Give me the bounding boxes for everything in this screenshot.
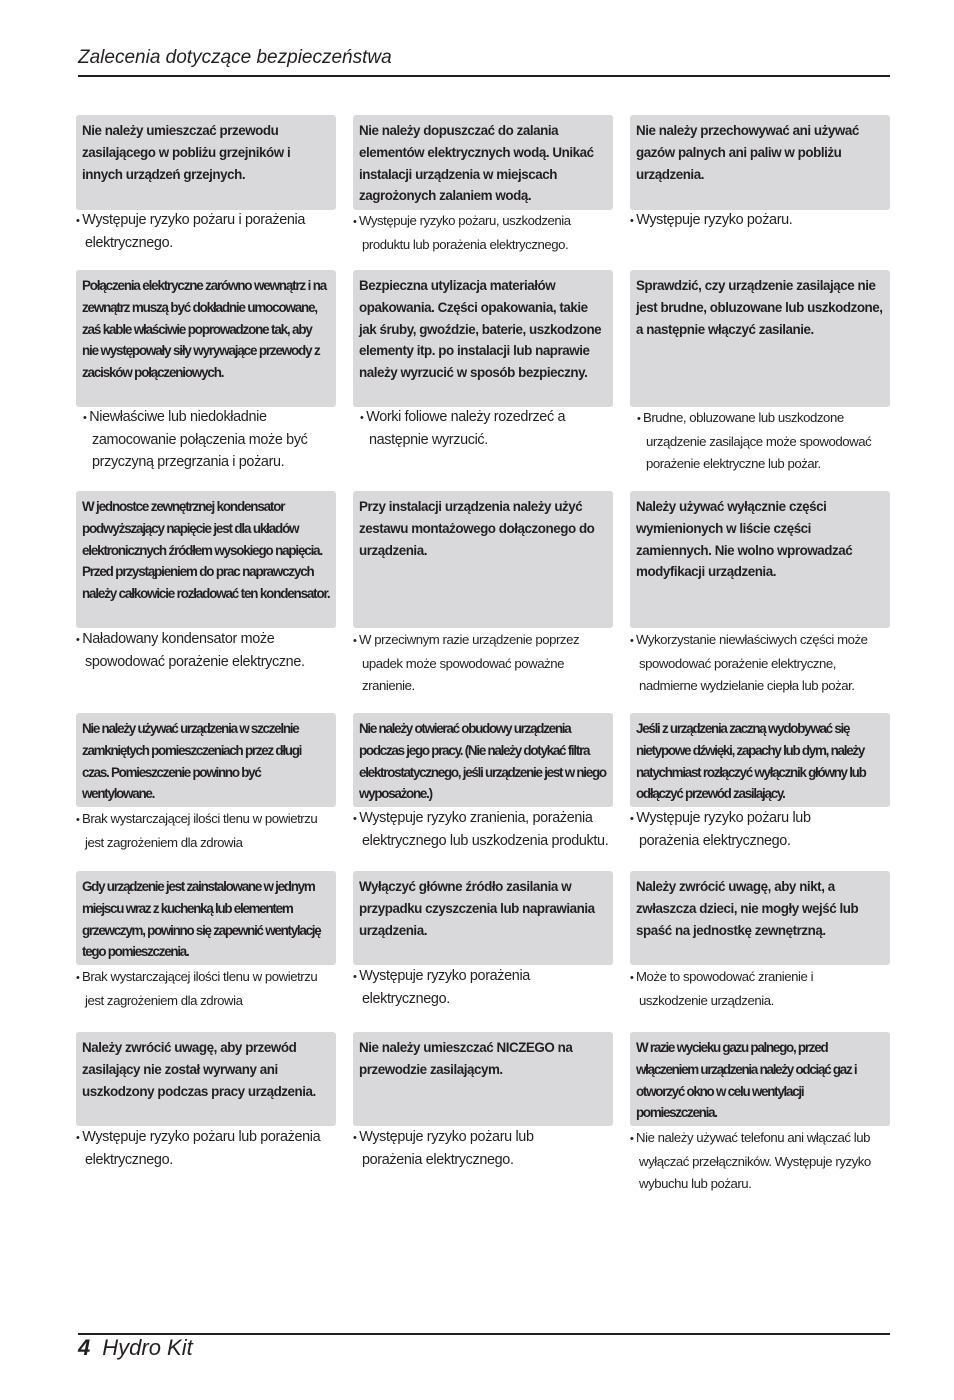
- page-footer: [78, 1335, 193, 1361]
- warning-box: [76, 115, 336, 210]
- warning-note: • Występuje ryzyko pożaru lub porażenia elektrycznego.: [76, 1127, 338, 1172]
- warning-text: Gdy urządzenie jest zainstalowane w jednym miejscu wraz z kuchenką lub elementem grzewczym, powinno się zapewnić wentylację tego pomieszczenia.: [82, 879, 321, 960]
- warning-text: Połączenia elektryczne zarówno wewnątrz i na zewnątrz muszą być dokładnie umocowane, zaś kable właściwie poprowadzone tak, aby nie występowały siły wyrywające przewody z zacisków połączeniowych.: [82, 278, 327, 381]
- warning-note: • Występuje ryzyko porażenia elektrycznego.: [353, 966, 553, 1011]
- warning-box: [630, 491, 890, 628]
- warning-text: Przy instalacji urządzenia należy użyć zestawu montażowego dołączonego do urządzenia.: [359, 499, 595, 558]
- warning-text: Nie należy dopuszczać do zalania elementów elektrycznych wodą. Unikać instalacji urządzenia w miejscach zagrożonych zalaniem wodą.: [359, 123, 594, 204]
- warning-box: [353, 270, 613, 407]
- warning-text: Sprawdzić, czy urządzenie zasilające nie jest brudne, obluzowane lub uszkodzone, a następnie włączyć zasilanie.: [636, 278, 883, 337]
- warning-text: W razie wycieku gazu palnego, przed włączeniem urządzenia należy odciąć gaz i otworzyć okno w celu wentylacji pomieszczenia.: [636, 1040, 857, 1121]
- warning-note: • Naładowany kondensator może spowodować porażenie elektryczne.: [76, 629, 326, 674]
- warning-note: • Brudne, obluzowane lub uszkodzone urządzenie zasilające może spowodować porażenie elektryczne lub pożar.: [637, 407, 892, 474]
- warning-box: [353, 115, 613, 210]
- warning-box: [630, 713, 890, 807]
- page-number: 4: [78, 1335, 91, 1360]
- warning-box: [630, 1032, 890, 1126]
- warning-text: Nie należy używać urządzenia w szczelnie zamkniętych pomieszczeniach przez długi czas. Pomieszczenie powinno być wentylowane.: [82, 721, 302, 802]
- warning-text: Należy zwrócić uwagę, aby przewód zasilający nie został wyrwany ani uszkodzony podczas pracy urządzenia.: [82, 1040, 316, 1099]
- warning-box: [630, 871, 890, 965]
- footer-divider: [78, 1333, 890, 1335]
- header-divider: [78, 75, 890, 77]
- warning-text: Bezpieczna utylizacja materiałów opakowania. Części opakowania, takie jak śruby, gwoździe, baterie, uszkodzone elementy itp. po instalacji lub naprawie należy wyrzucić w sposób bezpieczny.: [359, 278, 602, 381]
- warning-note: • Występuje ryzyko pożaru lub porażenia elektrycznego.: [353, 1127, 553, 1172]
- warning-box: [353, 491, 613, 628]
- warning-note: • Występuje ryzyko zranienia, porażenia elektrycznego lub uszkodzenia produktu.: [353, 808, 615, 853]
- warning-note: • Brak wystarczającej ilości tlenu w powietrzu jest zagrożeniem dla zdrowia: [76, 808, 338, 854]
- warning-text: Wyłączyć główne źródło zasilania w przypadku czyszczenia lub naprawiania urządzenia.: [359, 879, 595, 938]
- warning-text: Należy zwrócić uwagę, aby nikt, a zwłaszcza dzieci, nie mogły wejść lub spaść na jednostkę zewnętrzną.: [636, 879, 859, 938]
- warning-text: Nie należy umieszczać NICZEGO na przewodzie zasilającym.: [359, 1040, 573, 1077]
- warning-note: • Brak wystarczającej ilości tlenu w powietrzu jest zagrożeniem dla zdrowia: [76, 966, 338, 1012]
- warning-text: Nie należy umieszczać przewodu zasilającego w pobliżu grzejników i innych urządzeń grzejnych.: [82, 123, 291, 182]
- warning-box: [353, 713, 613, 807]
- warning-text: Należy używać wyłącznie części wymienionych w liście części zamiennych. Nie wolno wprowadzać modyfikacji urządzenia.: [636, 499, 853, 580]
- warning-box: [76, 713, 336, 807]
- warning-box: [76, 1032, 336, 1126]
- warning-note: • Występuje ryzyko pożaru i porażenia elektrycznego.: [76, 210, 338, 255]
- warning-note: • Występuje ryzyko pożaru.: [630, 210, 892, 233]
- warning-box: [76, 871, 336, 965]
- warning-note: • Nie należy używać telefonu ani włączać lub wyłączać przełączników. Występuje ryzyko wybuchu lub pożaru.: [630, 1127, 880, 1194]
- warning-text: W jednostce zewnętrznej kondensator podwyższający napięcie jest dla układów elektronicznych źródłem wysokiego napięcia. Przed przystąpieniem do prac naprawczych należy całkowicie rozładować ten kondensator.: [82, 499, 330, 602]
- warning-box: [353, 871, 613, 965]
- page-header-title: Zalecenia dotyczące bezpieczeństwa: [78, 47, 392, 68]
- warning-text: Nie należy przechowywać ani używać gazów palnych ani paliw w pobliżu urządzenia.: [636, 123, 859, 182]
- warning-note: • Może to spowodować zranienie i uszkodzenie urządzenia.: [630, 966, 845, 1012]
- warning-box: [353, 1032, 613, 1126]
- warning-note: • Występuje ryzyko pożaru, uszkodzenia produktu lub porażenia elektrycznego.: [353, 210, 615, 256]
- warning-note: • Występuje ryzyko pożaru lub porażenia elektrycznego.: [630, 808, 850, 853]
- warning-note: • Niewłaściwe lub niedokładnie zamocowanie połączenia może być przyczyną przegrzania i pożaru.: [83, 407, 331, 473]
- warning-note: • W przeciwnym razie urządzenie poprzez upadek może spowodować poważne zranienie.: [353, 629, 603, 696]
- warning-box: [76, 270, 336, 407]
- warning-note: • Worki foliowe należy rozedrzeć a następnie wyrzucić.: [360, 407, 600, 452]
- footer-title: Hydro Kit: [102, 1335, 193, 1360]
- warning-text: Nie należy otwierać obudowy urządzenia podczas jego pracy. (Nie należy dotykać filtra elektrostatycznego, jeśli urządzenie jest w niego wyposażone.): [359, 721, 606, 802]
- warning-box: [76, 491, 336, 628]
- warning-note: • Wykorzystanie niewłaściwych części może spowodować porażenie elektryczne, nadmierne wydzielanie ciepła lub pożar.: [630, 629, 885, 696]
- warning-box: [630, 270, 890, 407]
- warning-box: [630, 115, 890, 210]
- warning-text: Jeśli z urządzenia zaczną wydobywać się nietypowe dźwięki, zapachy lub dym, należy natychmiast rozłączyć wyłącznik główny lub odłączyć przewód zasilający.: [636, 721, 866, 802]
